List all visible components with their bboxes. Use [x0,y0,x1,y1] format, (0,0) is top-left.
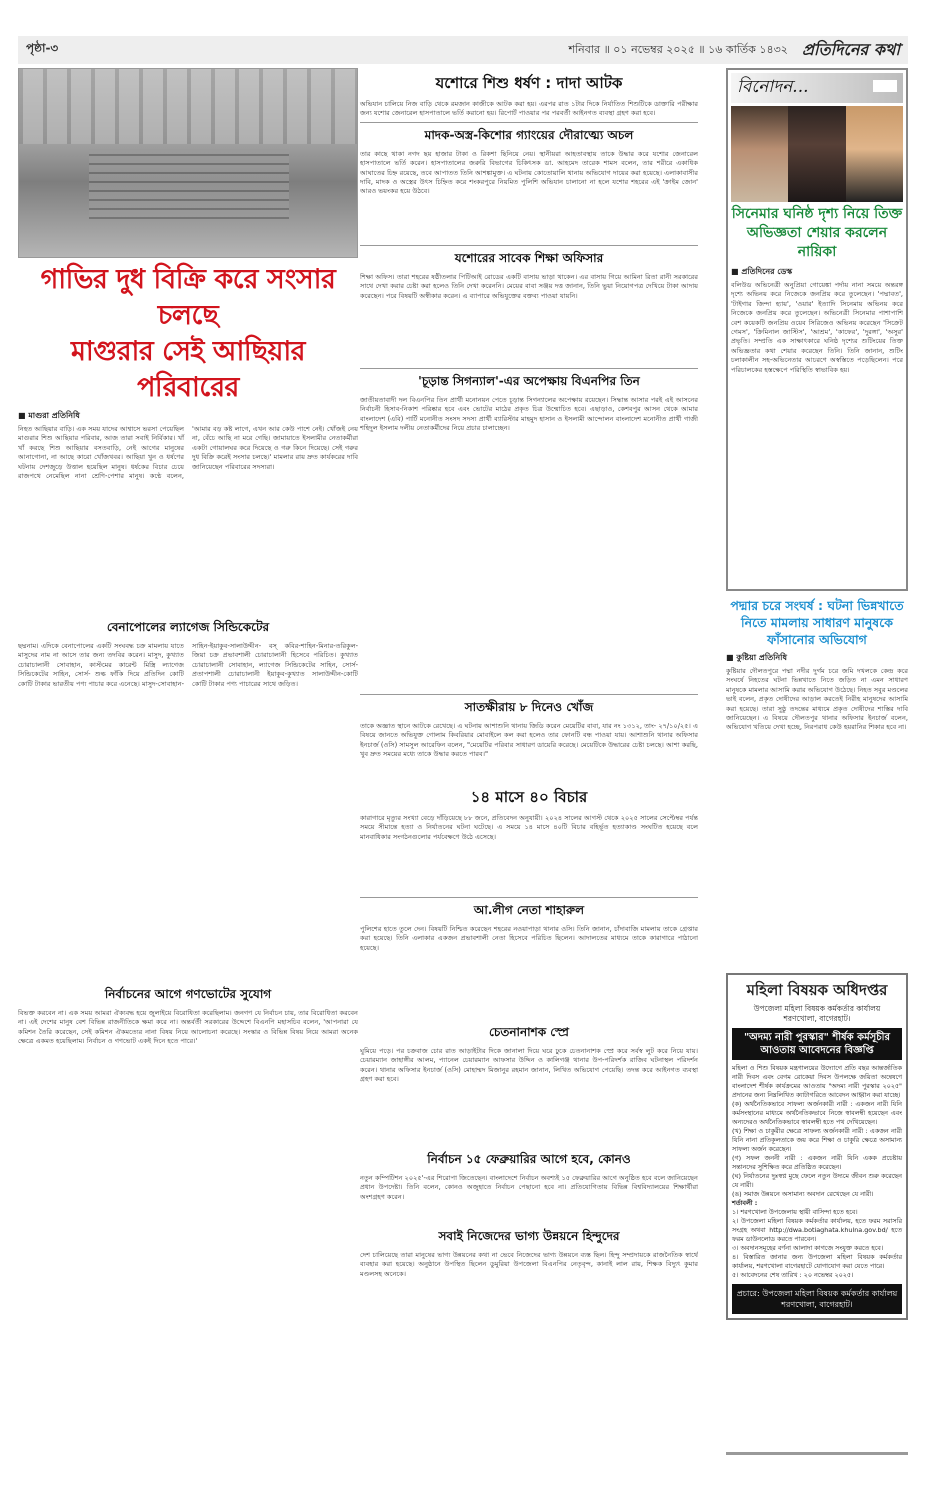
lead-headline [18,262,358,406]
right-column [726,68,908,1320]
actress-photos [731,106,903,202]
lead-photo [18,68,358,258]
ad-category: (গ) সফল জননী নারী : একজন নারী যিনি একক প্রচেষ্টায় সন্তানদের সুশিক্ষিত করে প্রতিষ্ঠিত করেছেন। [732,1154,902,1171]
lead-body: নিহত আছিয়ার বাড়ি। এক সময় যাদের আশ্বাসে ভরসা পেয়েছিল মাগুরার শিশু আছিয়ার পরিবার, আজ তারা সবাই নির্বিকার। খাঁ খাঁ করছে শিশু আছিয়ার বসতবাড়ি, নেই আগের মানুষের আনাগোনা, না আছে কারো খোঁজখবর। আছিয়া খুন ও ধর্ষণের ঘটনায় দেশজুড়ে উত্তাল হয়েছিল মানুষ। ধর্ষকের বিচার চেয়ে রাজপথে নেমেছিল নানা শ্রেণি-পেশার মানুষ। কণ্ঠে বলেন, 'আমার বড় কষ্ট লাগে, এখন আর কেউ পাশে নেই। খোঁজই নেয় না, বেঁচে আছি না মরে গেছি। জামায়াতে ইসলামীর নেতাকর্মীরা একটা গোয়ালঘর করে দিয়েছে ও গরু কিনে দিয়েছে। সেই গরুর দুধ বিক্রি করেই সংসার চলছে।' মামলার রায় দ্রুত কার্যকরের দাবি জানিয়েছেন পরিবারের সদস্যরা। [18,425,358,481]
story-headline: সবাই নিজেদের ভাগ্য উন্নয়নে হিন্দুদের [438,1228,620,1243]
ad-banner: "অদম্য নারী পুরস্কার" শীর্ষক কর্মসূচীর আওতায় আবেদনের বিজ্ঞপ্তি [732,1028,902,1060]
ad-condition: ৩। অবদানসমূহের বর্ণনা আলাদা কাগজে সংযুক্ত করতে হবে। [732,1244,884,1252]
story-hindu [360,1228,698,1351]
story-election-feb [360,1151,698,1224]
page-number: পৃষ্ঠা-৩ [26,41,59,55]
issue-date: শনিবার ॥ ০১ নভেম্বর ২০২৫ ॥ ১৬ কার্তিক ১৪৩২ [568,42,788,56]
entertainment-body: বলিউড অভিনেত্রী অনুপ্রিয়া গোয়েঙ্কা পর্দায় নানা সময়ে অন্তরঙ্গ দৃশ্যে অভিনয় করে নিজেকে জনপ্রিয় করে তুলেছেন। 'পদ্মাবত', 'টাইগার জিন্দা হ্যায়', 'ওয়ার' ইত্যাদি সিনেমায় অভিনয় করে নিজেকে জনপ্রিয় করে তুলেছেন। অভিনেত্রী সিনেমার পাশাপাশি বেশ কয়েকটি জনপ্রিয় ওয়েব সিরিজেও অভিনয় করেছেন 'সিক্রেট গেমস', 'ক্রিমিনাল জাস্টিস', 'আশ্রম', 'কাফের', 'দুরঙ্গা', 'অসুর' প্রভৃতি। সম্প্রতি এক সাক্ষাৎকারে ঘনিষ্ঠ দৃশ্যের শুটিংয়ের তিক্ত অভিজ্ঞতার কথা শেয়ার করেছেন তিনি। তিনি জানান, শুটিং চলাকালীন সহ-অভিনেতার আচরণে অস্বস্তিতে পড়েছিলেন। পরে পরিচালকের হস্তক্ষেপে পরিস্থিতি স্বাভাবিক হয়। [731,281,903,374]
story-headline: যশোরের সাবেক শিক্ষা অফিসার [454,250,604,265]
story-jessore-child [360,72,698,119]
story-awami-leader [360,902,698,1020]
story-headline: নির্বাচন ১৫ ফেব্রুয়ারির আগে হবে, কোনও [427,1151,631,1166]
page-header [18,36,908,64]
ad-condition: ৪। বিস্তারিত জানার জন্য উপজেলা মহিলা বিষয়ক কর্মকর্তার কার্যালয়, শরণখোলা বাগেরহাটে যোগাযোগ করা যেতে পারে। [732,1253,902,1270]
story3-headline: নির্বাচনের আগে গণভোটের সুযোগ [104,987,272,1001]
left-column [18,68,358,1419]
ad-title: মহিলা বিষয়ক অধিদপ্তর [746,981,888,999]
divider [360,897,698,898]
story-body: অভিযান চালিয়ে নিজ বাড়ি থেকে রমজান কাজীকে আটক করা হয়। এরপর রাত ১টার দিকে নির্যাতিত শিশুটিকে ডাক্তারি পরীক্ষার জন্য যশোর জেনারেল হাসপাতালে ভর্তি করানো হয়। রিপোর্ট পাওয়ার পর পরবর্তী আইনগত ব্যবস্থা গ্রহণ করা হবে। [360,100,698,118]
padma-byline: ■ কুষ্টিয়া প্রতিনিধি [726,653,787,662]
bottom-divider [726,1452,908,1455]
entertainment-section-title [731,73,903,103]
story-education-officer [360,250,698,365]
story-bnp-signal [360,373,698,691]
ad-office: উপজেলা মহিলা বিষয়ক কর্মকর্তার কার্যালয় [753,1004,881,1013]
story3-body: বিভক্ত করবেন না। এক সময় আমরা ঐক্যবদ্ধ হয়ে জুলাইয়ে বিরোধিতা করেছিলাম। জনগণ যে নির্বাচন চায়, তার বিরোধিতা করবেন না। এই দেশের মানুষ বেশ বিভিন্ন রাজনীতিকে ক্ষমা করে না। অন্তর্বর্তী সরকারের উদ্দেশে বিএনপি মহাসচিব বলেন, 'আপনারা যে কমিশন তৈরি করেছেন, সেই কমিশন ঐকমত্যের নানা বিষয় নিয়ে আলোচনা করেছে। সংস্কার ও বিভিন্ন বিষয় নিয়ে আমরা অনেক ক্ষেত্রে একমত হয়েছিলাম। নির্বাচন ও গণভোট একই দিনে হতে পারে।' [18,1009,358,1046]
story-headline: আ.লীগ নেতা শাহারুল [473,902,585,917]
story-body: ঘুমিয়ে পড়ে। পর চক্রবাজ চোর রাত আড়াইটার দিকে জানালা দিয়ে ঘরে ঢুকে চেতনানাশক স্প্রে করে সর্বস্ব লুট করে নিয়ে যায়। চেয়ারম্যান জাহাঙ্গীর আলম, প্যানেল চেয়ারম্যান আফসার উদ্দিন ও কালিগঞ্জ থানার উপ-পরিদর্শক রাজিব ঘটনাস্থল পরিদর্শন করেন। থানার অফিসার ইনচার্জ (ওসি) মোহাম্মদ মিজানুর রহমান জানান, লিখিত অভিযোগ পেয়েছি। তদন্ত করে আইনগত ব্যবস্থা গ্রহণ করা হবে। [360,1046,698,1084]
divider [360,694,698,695]
story-body: পুলিশের হাতে তুলে দেন। বিষয়টি নিশ্চিত করেছেন শহরের নওয়াপাড়া থানার ওসি। তিনি জানান, চাঁদাবাজি মামলায় তাকে গ্রেপ্তার করা হয়েছে। তিনি এলাকার একজন প্রভাবশালী নেতা হিসেবে পরিচিত ছিলেন। আদালতের মাধ্যমে তাকে কারাগারে পাঠানো হয়েছে। [360,924,698,952]
story-headline: মাদক-অস্ত্র-কিশোর গ্যাংয়ের দৌরাত্ম্যে অচল [424,127,634,142]
story-body: তার কাছে থাকা নগদ ছয় হাজার টাকা ও রিকশা ছিনিয়ে নেয়। স্থানীয়রা আহতাবস্থায় তাকে উদ্ধার করে যশোর জেনারেল হাসপাতালে ভর্তি করেন। হাসপাতালের জরুরি বিভাগের চিকিৎসক ডা. আহমেদ তারেক শামস বলেন, তার শরীরে একাধিক আঘাতের চিহ্ন রয়েছে, তবে আপাতত তিনি আশঙ্কামুক্ত। এ ঘটনায় কোতোয়ালি থানায় অভিযোগ দায়ের করা হয়েছে। এলাকাবাসীর দাবি, মাদক ও অস্ত্রের উৎস চিহ্নিত করে শংকরপুরে নিয়মিত পুলিশি অভিযান চালানো না হলে যশোর শহরের এই 'ক্রাইম জোন' আরও ভয়ংকর হয়ে উঠবে। [360,149,698,196]
masthead-logo: প্রতিদিনের কথা [801,39,900,59]
divider [360,122,698,123]
ad-condition: ৫। আবেদনের শেষ তারিখ : ২০ নভেম্বর ২০২৫। [732,1271,854,1279]
ad-category: (ঙ) সমাজ উন্নয়নে অসামান্য অবদান রেখেছেন যে নারী। [732,1190,874,1198]
story-body: কারাগারে মৃত্যুর সংখ্যা বেড়ে দাঁড়িয়েছে ৮৮ জনে, প্রতিবেদন অনুযায়ী। ২০২৪ সালের আগস্ট থেকে ২০২৫ সালের সেপ্টেম্বর পর্যন্ত সময়ে সীমান্তে হত্যা ও নির্যাতনের ঘটনা ঘটেছে। এ সময়ে ১৪ মাসে ৪০টি বিচার বহির্ভূত হত্যাকাণ্ড সংঘটিত হয়েছে বলে মানবাধিকার সংগঠনগুলোর পর্যবেক্ষণে উঠে এসেছে। [360,813,698,841]
story-body: দেশ চালিয়েছে তারা মানুষের ভাগ্য উন্নয়নের কথা না ভেবে নিজেদের ভাগ্য উন্নয়নে ব্যস্ত ছিল। হিন্দু সম্প্রদায়কে রাজনৈতিক স্বার্থে ব্যবহার করা হয়েছে। অনুষ্ঠানে উপস্থিত ছিলেন ডুমুরিয়া উপজেলা বিএনপির নেতৃবৃন্দ, কানাই লাল রায়, শিক্ষক বিদ্যুৎ কুমার মণ্ডলসহ অনেকে। [360,1250,698,1278]
story-headline: যশোরে শিশু ধর্ষণ : দাদা আটক [435,74,623,92]
ad-condition: ১। শরণখোলা উপজেলায় স্থায়ী বাসিন্দা হতে হবে। [732,1208,858,1216]
story-headline: সাতক্ষীরায় ৮ দিনেও খোঁজ [464,699,594,714]
story-satkhira [360,699,698,782]
story-spray [360,1024,698,1147]
entertainment-box [726,68,908,591]
actress-photo-3 [846,106,903,202]
ad-category: (ক) অর্থনৈতিকভাবে সাফল্য অর্জনকারী নারী : একজন নারী যিনি কর্মসংস্থানের মাধ্যমে অর্থনৈতিকভাবে নিজে স্বাবলম্বী হয়েছেন এবং অন্যদেরও অর্থনৈতিকভাবে স্বাবলম্বী হতে পথ দেখিয়েছেন। [732,1100,902,1126]
ad-condition: ২। উপজেলা মহিলা বিষয়ক কর্মকর্তার কার্যালয়, হতে ফরম সরাসরি সংগ্রহ অথবা http://dwa.botiaghata.khulna.gov.bd/ হতে ফরম ডাউনলোড করতে পারবেন। [732,1217,902,1243]
ad-location: শরণখোলা, বাগেরহাট। [783,1014,851,1023]
story2-body: ছদ্মনাম। এদিকে বেনাপোলের একটি সংঘবদ্ধ চক্র মামলায় যাতে মাসুদের নাম না আসে তার জন্য তদবির করেন। মাসুদ, কুখ্যাত চোরাচালানী সোবাহান, কাস্টমের কারেন্ট মিস্ত্রি ল্যাগেজ সিন্ডিকেটের সাহিন, সোর্স- শুল্ক ফাঁকি দিয়ে প্রতিদিন কোটি কোটি টাকার ভারতীয় পণ্য পাচার করে এনেছে। মাসুদ-সোবাহান-সাহিন-ইয়াকুব-সালাউদ্দীন- বস্ কবির-শাহিন-মিনার-তরিকুল-জিয়া চক্র প্রভাবশালী চোরাচালানী হিসেবে পরিচিত। কুখ্যাত চোরাচালানী সোবাহান, ল্যাগেজ সিন্ডিকেটের সাহিন, সোর্স- প্রতাপশালী চোরাচালানী ইয়াকুব-কুখ্যাত সালাউদ্দীন-কোটি কোটি টাকার পণ্য পাচারের সাথে জড়িত। [18,642,358,688]
divider [360,368,698,369]
story-body: তাকে অজ্ঞাত স্থানে আটকে রেখেছে। এ ঘটনায় আশাশুনি থানায় জিডি করেন মেয়েটির বাবা, যার নং ১৩১২, তাং- ২৭/১০/২৫। এ বিষয়ে জানতে অভিযুক্ত গোলাম কিবরিয়ার মোবাইলে কল করা হলেও তার ফোনটি বন্ধ পাওয়া যায়। আশাশুনি থানার অফিসার ইনচার্জ (ওসি) সামসুল আরেফিন বলেন, "মেয়েটির পরিবার সাধারণ ডায়েরি করেছে। মেয়েটিকে উদ্ধারের চেষ্টা চলছে। আশা করছি, খুব দ্রুত সময়ের মধ্যে তাকে উদ্ধার করতে পারব।" [360,721,698,759]
story-headline: চেতনানাশক স্প্রে [489,1024,569,1039]
ad-footer: প্রচারে: উপজেলা মহিলা বিষয়ক কর্মকর্তার কার্যালয় শরণখোলা, বাগেরহাট। [732,1284,902,1314]
lead-byline: ■ মাগুরা প্রতিনিধি [18,411,80,420]
padma-headline: পদ্মার চরে সংঘর্ষ : ঘটনা ভিন্নখাতে নিতে মামলায় সাধারণ মানুষকে ফাঁসানোর অভিযোগ [730,598,904,647]
lead-headline-line2: মাগুরার সেই আছিয়ার পরিবারের [70,336,306,403]
ad-category: (খ) শিক্ষা ও চাকুরীর ক্ষেত্রে সাফল্য অর্জনকারী নারী : একজন নারী যিনি নানা প্রতিকূলতাকে জয় করে শিক্ষা ও চাকুরি ক্ষেত্রে অসামান্য সাফল্য অর্জন করেছেন। [732,1127,902,1153]
lead-headline-line1: গাভির দুধ বিক্রি করে সংসার চলছে [40,264,336,331]
story-body: নতুন কম্পিটিশন ২০২৫'-এর শিরোপা জিতেছেন। বাংলাদেশে নির্বাচন অবশ্যই ১৫ ফেব্রুয়ারির আগে অনুষ্ঠিত হবে বলে জানিয়েছেন প্রধান উপদেষ্টা। তিনি বলেন, কোনও অজুহাতে নির্বাচন পেছানো হবে না। প্রতিযোগিতায় বিভিন্ন বিশ্ববিদ্যালয়ের শিক্ষার্থীরা অংশগ্রহণ করেন। [360,1173,698,1201]
padma-body: কুষ্টিয়ার দৌলতপুরে পদ্মা নদীর দুর্গম চরে জমি দখলকে কেন্দ্র করে সংঘর্ষে নিহতের ঘটনা ভিন্নখাতে নিতে জড়িত না এমন সাধারণ মানুষকে মামলার আসামি করার অভিযোগ উঠেছে। নিহত সবুর মণ্ডলের ভাই বলেন, প্রকৃত দোষীদের আড়াল করতেই নিরীহ মানুষদের আসামি করা হয়েছে। তারা সুষ্ঠু তদন্তের মাধ্যমে প্রকৃত দোষীদের শাস্তির দাবি জানিয়েছেন। এ বিষয়ে দৌলতপুর থানার অফিসার ইনচার্জ বলেন, অভিযোগ খতিয়ে দেখা হচ্ছে, নিরপরাধ কেউ হয়রানির শিকার হবে না। [726,667,908,732]
govt-advertisement [726,973,908,1320]
story2-headline: বেনাপোলের ল্যাগেজ সিন্ডিকেটের [106,620,270,634]
entertainment-headline: সিনেমার ঘনিষ্ঠ দৃশ্য নিয়ে তিক্ত অভিজ্ঞতা শেয়ার করলেন নায়িকা [731,206,903,260]
divider [360,245,698,246]
story-headline: 'চূড়ান্ত সিগন্যাল'-এর অপেক্ষায় বিএনপির তিন [418,373,640,388]
story-body: শিক্ষা অফিস। তারা শহরের ষষ্ঠীতলার পিটিআই রোডের একটি বাসায় ভাড়া থাকেন। এর বাসায় গিয়ে আমিনা রিতা রানী সরকারের সাথে দেখা করার চেষ্টা করা হলেও তিনি দেখা করেননি। মেয়ের বাবা সঞ্জয় দত্ত জানান, তিনি ভুয়া নিয়োগপত্র দেখিয়ে টাকা আদায় করেছেন। পরে বিষয়টি অস্বীকার করেন। এ ব্যাপারে অভিযুক্তের বক্তব্য পাওয়া যায়নি। [360,272,698,300]
entertainment-byline: ■ প্রতিদিনের ডেস্ক [731,267,793,276]
decorative-tab [873,80,897,92]
story-headline: ১৪ মাসে ৪০ বিচার [470,787,588,806]
ad-intro: মহিলা ও শিশু বিষয়ক মন্ত্রণালয়ের উদ্যোগে প্রতি বছর আন্তর্জাতিক নারী দিবস এবং বেগম রোকেয়া দিবস উপলক্ষে জয়িতা অন্বেষণে বাংলাদেশ শীর্ষক কার্যক্রমের আওতায় "অদম্য নারী পুরস্কার ২০২৫" প্রদানের জন্য নিম্নলিখিত ক্যাটাগরিতে আবেদন আহ্বান করা যাচ্ছে। [732,1064,902,1099]
section-title-text: বিনোদন... [737,77,809,97]
ad-conditions-title: শর্তাবলী : [732,1199,758,1207]
story-body: জাতীয়তাবাদী দল বিএনপির তিন প্রার্থী মনোনয়ন পেতে চূড়ান্ত সিগন্যালের অপেক্ষায় রয়েছেন। সিদ্ধান্ত আসার পরই এই আসনের নির্বাচনী হিসাব-নিকাশ পরিষ্কার হবে এবং ভোটের মাঠের প্রকৃত চিত্র উন্মোচিত হবে। এছাড়াও, কেশবপুর আসন থেকে আমার বাংলাদেশ (এবি) পার্টি মনোনীত সংসদ সদস্য প্রার্থী ব্যারিস্টার মাহমুদ হাসান ও ইসলামী আন্দোলন বাংলাদেশ মনোনীত প্রার্থী গাজী শহিদুল ইসলাম দলীয় নেতাকর্মীদের নিয়ে প্রচার চালাচ্ছেন। [360,395,698,433]
actress-photo-2 [788,106,845,202]
actress-photo-1 [731,106,788,202]
middle-column [360,68,698,1353]
story-drug-gang [360,127,698,242]
story-14-months [360,786,698,894]
ad-category: (ঘ) নির্যাতনের দুঃস্বপ্ন মুছে ফেলে নতুন উদ্যমে জীবন শুরু করেছেন যে নারী। [732,1172,902,1189]
